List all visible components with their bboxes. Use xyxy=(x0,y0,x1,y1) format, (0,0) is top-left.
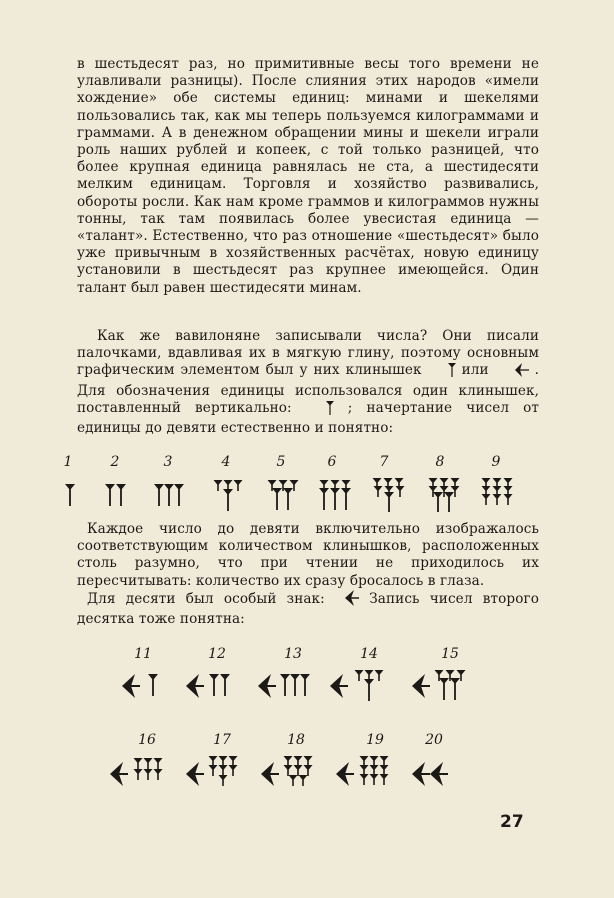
cuneiform-8 xyxy=(429,478,460,512)
numeral-label: 1 xyxy=(63,454,73,470)
vertical-wedge-icon xyxy=(428,363,456,382)
numeral-label: 19 xyxy=(366,732,384,748)
numeral-label: 12 xyxy=(208,646,226,662)
paragraph-2-part-c: ; начертание чисел от единицы до девяти естественно и понятно: xyxy=(77,399,540,437)
cuneiform-15 xyxy=(412,670,466,700)
numeral-label: 18 xyxy=(287,732,305,748)
cuneiform-12 xyxy=(186,674,230,698)
paragraph-1: в шестьдесят раз, но примитивные весы того времени не улавливали разницы). После слияния этих народов «имели хождение» обе системы единиц: минами и шекелями пользовались так, как мы теперь пользуемся килограммами и граммами. А в денежном обращении мины и шекели играли роль наших рублей и копеек, с той только разницей, что более крупная единица равнялась не ста, а шестидесяти мелким единицам. Торговля и хозяйство развивались, обороты росли. Как нам кроме граммов и килограммов нужны тонны, так там появилась более увесистая единица — «талант». Естественно, что раз отношение «шестьдесят» было уже привычным в хозяйственных расчётах, новую единицу установили в шестьдесят раз крупнее имеющейся. Один талант был равен шестидесяти минам. xyxy=(77,56,539,296)
cuneiform-11 xyxy=(122,674,158,698)
paragraph-2 xyxy=(77,328,539,437)
cuneiform-row-1-drawing xyxy=(0,478,614,512)
cuneiform-20 xyxy=(412,762,448,786)
numeral-label: 6 xyxy=(327,454,337,470)
cuneiform-3 xyxy=(154,484,184,506)
numeral-label: 14 xyxy=(360,646,378,662)
numeral-label: 15 xyxy=(441,646,459,662)
cuneiform-row-3-drawing xyxy=(0,756,614,792)
cuneiform-row-2-drawing xyxy=(0,668,614,704)
unit-wedge-icon xyxy=(306,401,334,420)
cuneiform-18 xyxy=(261,756,313,786)
cuneiform-6 xyxy=(319,480,351,510)
numeral-label: 3 xyxy=(163,454,173,470)
ten-sign-icon xyxy=(335,590,359,611)
paragraph-2-part-a: Как же вавилоняне записывали числа? Они писали палочками, вдавливая их в мягкую глину, поэтому основным графическим элементом был у них клинышек xyxy=(77,328,539,379)
paragraph-2-part-b: . Для обозначения единицы использовался один клинышек, поставленный вертикально: xyxy=(77,362,540,416)
cuneiform-16 xyxy=(110,758,163,786)
numeral-label: 17 xyxy=(213,732,231,748)
cuneiform-row-1 xyxy=(0,478,614,512)
numeral-label: 2 xyxy=(110,454,120,470)
numeral-label: 13 xyxy=(284,646,302,662)
cuneiform-14 xyxy=(330,670,384,701)
numeral-label: 9 xyxy=(491,454,501,470)
cuneiform-9 xyxy=(482,478,513,505)
numeral-label: 4 xyxy=(221,454,231,470)
cuneiform-2 xyxy=(105,484,126,506)
cuneiform-19 xyxy=(336,756,389,786)
numeral-label: 11 xyxy=(134,646,152,662)
cuneiform-7 xyxy=(373,478,405,512)
cuneiform-17 xyxy=(186,756,238,786)
corner-wedge-icon xyxy=(495,363,529,382)
cuneiform-row-2 xyxy=(0,668,614,704)
paragraph-4-part-b: Запись чисел второго десятка тоже понятна: xyxy=(77,591,539,628)
paragraph-4 xyxy=(77,590,539,628)
paragraph-3: Каждое число до девяти включительно изображалось соответствующим количеством клинышков, расположенных столь разумно, что при чтении не приходилось их пересчитывать: количество их сразу бросалось в глаза. xyxy=(77,521,539,589)
cuneiform-5 xyxy=(268,480,299,510)
paragraph-2-or: или xyxy=(461,362,489,379)
cuneiform-4 xyxy=(214,480,243,511)
paragraph-4-part-a: Для десяти был особый знак: xyxy=(87,591,325,607)
page-number: 27 xyxy=(500,812,524,832)
numeral-label: 16 xyxy=(138,732,156,748)
numeral-label: 5 xyxy=(276,454,286,470)
cuneiform-row-3 xyxy=(0,756,614,792)
numeral-label: 20 xyxy=(425,732,443,748)
cuneiform-13 xyxy=(258,674,310,698)
cuneiform-1 xyxy=(65,484,75,506)
numeral-label: 8 xyxy=(435,454,445,470)
numeral-label: 7 xyxy=(379,454,389,470)
